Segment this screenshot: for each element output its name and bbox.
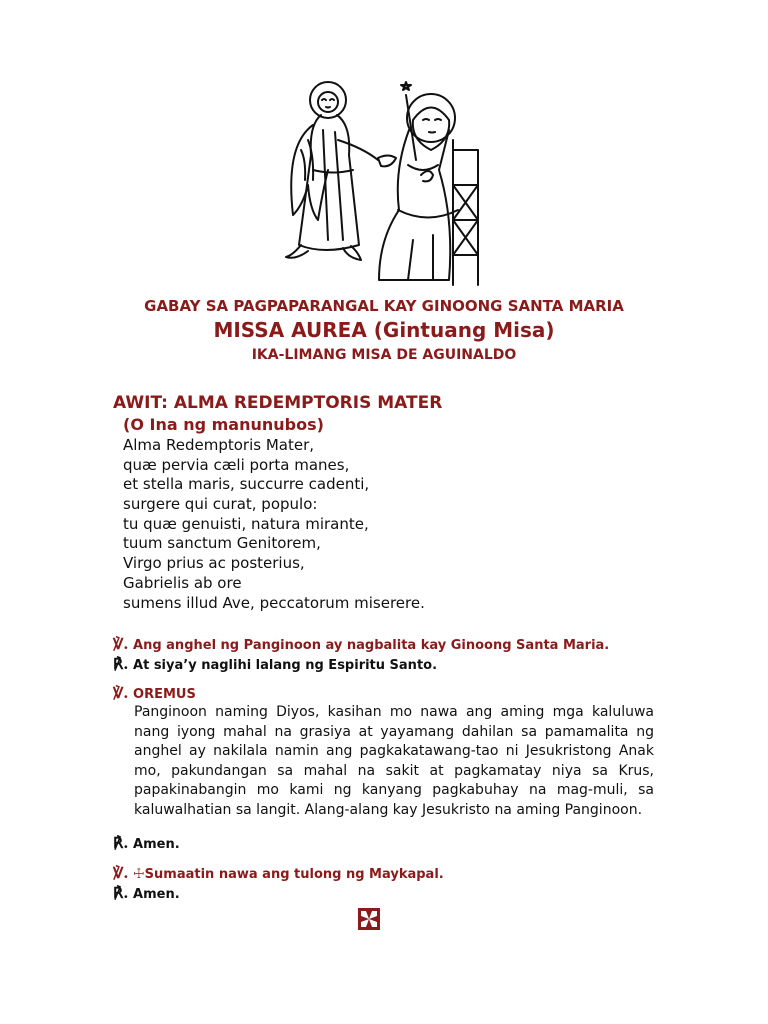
versicle-3: [113, 864, 444, 882]
maltese-cross-icon: [358, 908, 380, 930]
song-lyrics: [123, 436, 425, 613]
response-text: Amen.: [133, 887, 180, 902]
page-title: MISSA AUREA (Gintuang Misa): [213, 318, 555, 342]
song-title: AWIT: ALMA REDEMPTORIS MATER: [113, 393, 443, 413]
versicle-1: [113, 635, 609, 653]
oremus-label: OREMUS: [133, 687, 196, 702]
oremus-heading: [113, 684, 196, 702]
response-symbol: ℟.: [113, 884, 129, 902]
lyric-line: quæ pervia cæli porta manes,: [123, 455, 350, 474]
lyric-line: sumens illud Ave, peccatorum miserere.: [123, 593, 425, 612]
response-symbol: ℟.: [113, 655, 129, 673]
response-text: At siya’y naglihi lalang ng Espiritu Santo.: [133, 658, 438, 673]
response-1: [113, 655, 437, 673]
lyric-line: surgere qui curat, populo:: [123, 495, 318, 514]
lyric-line: Alma Redemptoris Mater,: [123, 436, 315, 454]
lyric-line: Virgo prius ac posterius,: [123, 554, 305, 573]
oremus-prayer: Panginoon naming Diyos, kasihan mo nawa ang aming mga kaluluwa nang iyong mahal na grasiya at yayamang dahilan sa pamamalita ng anghel ay nakilala namin ang pagkakatawang-tao ni Jesukristong Anak mo, pakundangan sa mahal na sakit at pagkamatay niya sa Krus, papakinabangin mo kami ng kanyang pagkabuhay na mag-muli, sa kaluwalhatian sa langit. Alang-alang kay Jesukristo na aming Panginoon.: [134, 704, 654, 818]
response-symbol: ℟.: [113, 834, 129, 852]
versicle-text: ☩Sumaatin nawa ang tulong ng Maykapal.: [133, 867, 444, 882]
response-text: Amen.: [133, 837, 180, 852]
lyric-line: tu quæ genuisti, natura mirante,: [123, 514, 369, 533]
lyric-line: tuum sanctum Genitorem,: [123, 534, 321, 553]
response-2: [113, 834, 180, 852]
annunciation-illustration: [283, 70, 493, 290]
versicle-symbol: ℣.: [113, 864, 129, 882]
versicle-symbol: ℣.: [113, 684, 129, 702]
response-3: [113, 884, 180, 902]
lyric-line: et stella maris, succurre cadenti,: [123, 475, 370, 494]
header-line: GABAY SA PAGPAPARANGAL KAY GINOONG SANTA MARIA: [144, 297, 624, 315]
lyric-line: Gabrielis ab ore: [123, 573, 242, 592]
versicle-symbol: ℣.: [113, 635, 129, 653]
versicle-text: Ang anghel ng Panginoon ay nagbalita kay Ginoong Santa Maria.: [133, 638, 610, 653]
song-subtitle: (O Ina ng manunubos): [123, 415, 324, 434]
page-subtitle: IKA-LIMANG MISA DE AGUINALDO: [251, 347, 517, 363]
